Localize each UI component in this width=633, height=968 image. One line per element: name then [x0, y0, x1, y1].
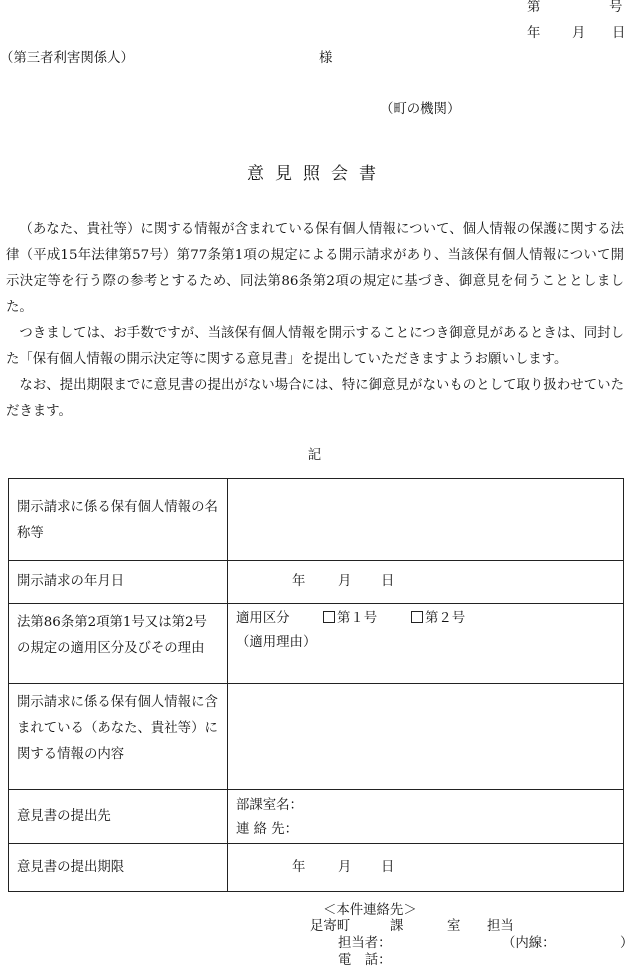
row5-contact: 連 絡 先：: [236, 822, 299, 837]
contact-naisen: （内線：: [502, 936, 556, 951]
row2-day: 日: [381, 574, 395, 589]
option-2-label: 第２号: [425, 611, 466, 626]
row5-dept: 部課室名：: [236, 798, 303, 813]
sender: （町の機関）: [380, 102, 461, 117]
row6-month: 月: [338, 860, 352, 875]
date-year: 年: [527, 26, 541, 41]
option-2[interactable]: [411, 607, 465, 626]
row5-value: [228, 790, 624, 844]
paragraph-3: なお、提出期限までに意見書の提出がない場合には、特に御意見がないものとして取り扱わせていただきます。: [6, 378, 624, 419]
option-1[interactable]: [323, 607, 377, 626]
ki-mark: 記: [307, 448, 322, 463]
body-text: [6, 217, 624, 425]
row3-reason: （適用理由）: [236, 635, 317, 650]
row6-year: 年: [292, 860, 306, 875]
contact-phone: 電 話：: [338, 953, 392, 968]
row6-day: 日: [381, 860, 395, 875]
row3-kubun: 適用区分: [236, 611, 290, 626]
row2-year: 年: [292, 574, 306, 589]
paragraph-1: （あなた、貴社等）に関する情報が含まれている保有個人情報について、個人情報の保護に関する法律（平成15年法律第57号）第77条第1項の規定による開示請求があり、当該保有個人情報について開示決定等を行う際の参考とするため、同法第86条第2項の規定に基づき、御意見を伺うこととしました。: [6, 222, 624, 315]
recipient-sama: 様: [319, 51, 333, 66]
row3-label: 法第86条第2項第1号又は第2号の規定の適用区分及びその理由: [9, 604, 228, 684]
number-dai: 第: [527, 0, 541, 15]
date-day: 日: [612, 26, 626, 41]
contact-naisen-close: ）: [620, 936, 633, 951]
row2-month: 月: [338, 574, 352, 589]
row1-label: 開示請求に係る保有個人情報の名称等: [9, 479, 228, 561]
row6-label: 意見書の提出期限: [9, 844, 228, 892]
row3-value: [228, 604, 624, 684]
row4-value[interactable]: [228, 684, 624, 790]
info-table: [8, 478, 624, 892]
contact-shitsu: 室: [447, 919, 461, 934]
contact-tanto: 担当: [487, 919, 514, 934]
contact-ka: 課: [390, 919, 404, 934]
checkbox-2[interactable]: [411, 611, 423, 623]
page-title: 意見照会書: [247, 164, 387, 184]
paragraph-2: つきましては、お手数ですが、当該保有個人情報を開示することにつき御意見があるときは、同封した「保有個人情報の開示決定等に関する意見書」を提出していただきますようお願いします。: [6, 326, 624, 367]
contact-person: 担当者：: [338, 936, 392, 951]
row4-label: 開示請求に係る保有個人情報に含まれている（あなた、貴社等）に関する情報の内容: [9, 684, 228, 790]
checkbox-1[interactable]: [323, 611, 335, 623]
row1-value[interactable]: [228, 479, 624, 561]
recipient: （第三者利害関係人）: [0, 51, 134, 66]
contact-town: 足寄町: [310, 919, 351, 934]
option-1-label: 第１号: [337, 611, 378, 626]
row2-label: 開示請求の年月日: [9, 561, 228, 604]
row6-value[interactable]: [228, 844, 624, 892]
date-month: 月: [572, 26, 586, 41]
row2-value[interactable]: [228, 561, 624, 604]
number-go: 号: [609, 0, 623, 15]
contact-heading: ＜本件連絡先＞: [323, 903, 417, 918]
row5-label: 意見書の提出先: [9, 790, 228, 844]
